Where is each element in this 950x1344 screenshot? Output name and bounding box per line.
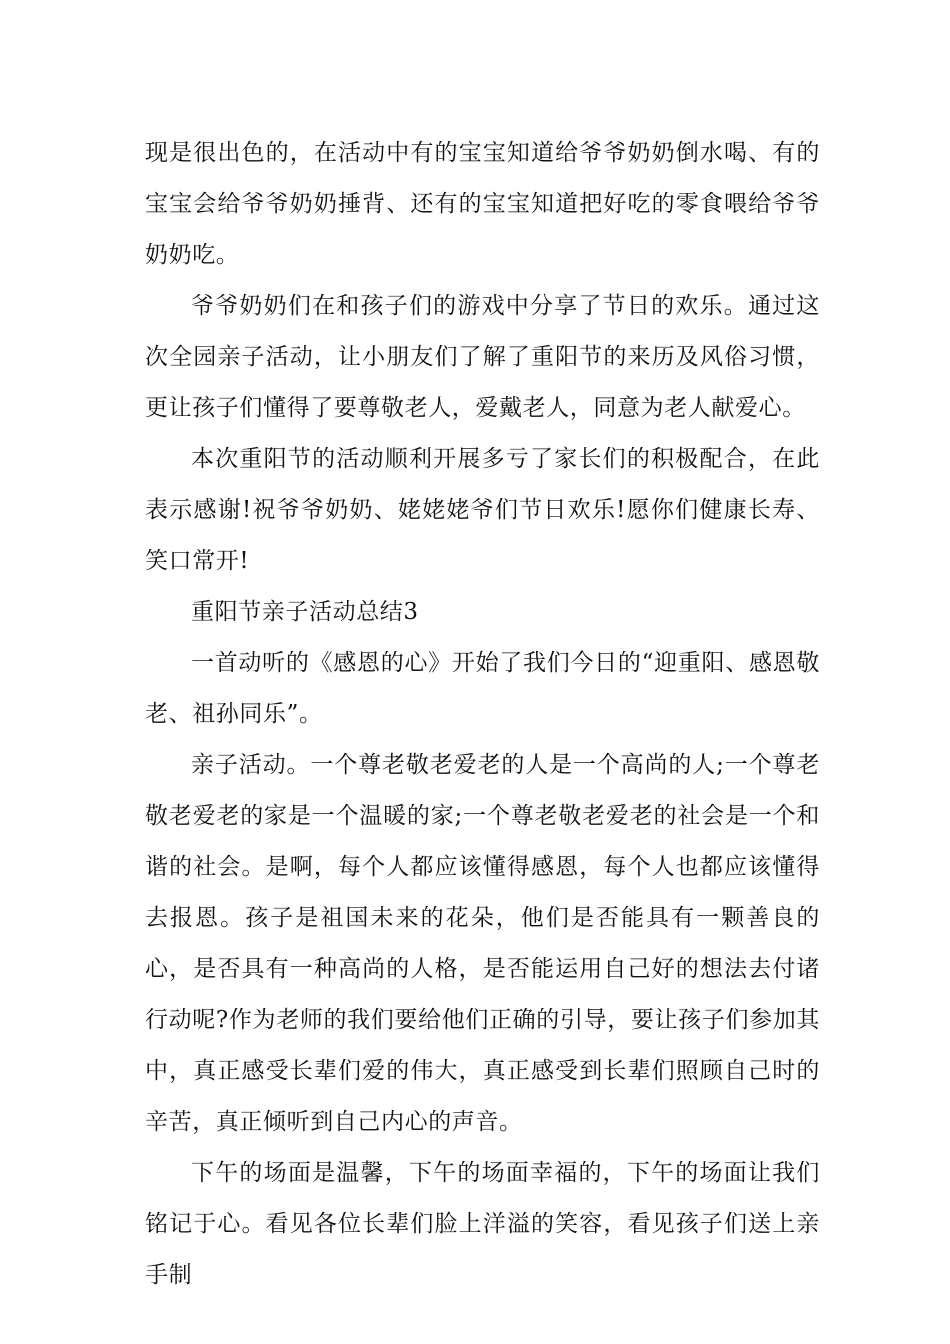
paragraph: 下午的场面是温馨，下午的场面幸福的，下午的场面让我们铭记于心。看见各位长辈们脸上洋溢的笑容，看见孩子们送上亲手制 (145, 1160, 820, 1288)
section-heading: 重阳节亲子活动总结3 (191, 599, 419, 625)
document-body (145, 128, 820, 1301)
paragraph: 本次重阳节的活动顺利开展多亏了家长们的积极配合，在此表示感谢!祝爷爷奶奶、姥姥姥爷们节日欢乐!愿你们健康长寿、笑口常开! (145, 446, 820, 574)
paragraph: 爷爷奶奶们在和孩子们的游戏中分享了节日的欢乐。通过这次全园亲子活动，让小朋友们了解了重阳节的来历及风俗习惯，更让孩子们懂得了要尊敬老人，爱戴老人，同意为老人献爱心。 (145, 293, 820, 421)
paragraph: 亲子活动。一个尊老敬老爱老的人是一个高尚的人;一个尊老敬老爱老的家是一个温暖的家;一个尊老敬老爱老的社会是一个和谐的社会。是啊，每个人都应该懂得感恩，每个人也都应该懂得去报恩。孩子是祖国未来的花朵，他们是否能具有一颗善良的心，是否具有一种高尚的人格，是否能运用自己好的想法去付诸行动呢?作为老师的我们要给他们正确的引导，要让孩子们参加其中，真正感受长辈们爱的伟大，真正感受到长辈们照顾自己时的辛苦，真正倾听到自己内心的声音。 (145, 752, 820, 1135)
paragraph: 一首动听的《感恩的心》开始了我们今日的“迎重阳、感恩敬老、祖孙同乐”。 (145, 650, 820, 727)
paragraph: 现是很出色的，在活动中有的宝宝知道给爷爷奶奶倒水喝、有的宝宝会给爷爷奶奶捶背、还有的宝宝知道把好吃的零食喂给爷爷奶奶吃。 (145, 140, 820, 268)
